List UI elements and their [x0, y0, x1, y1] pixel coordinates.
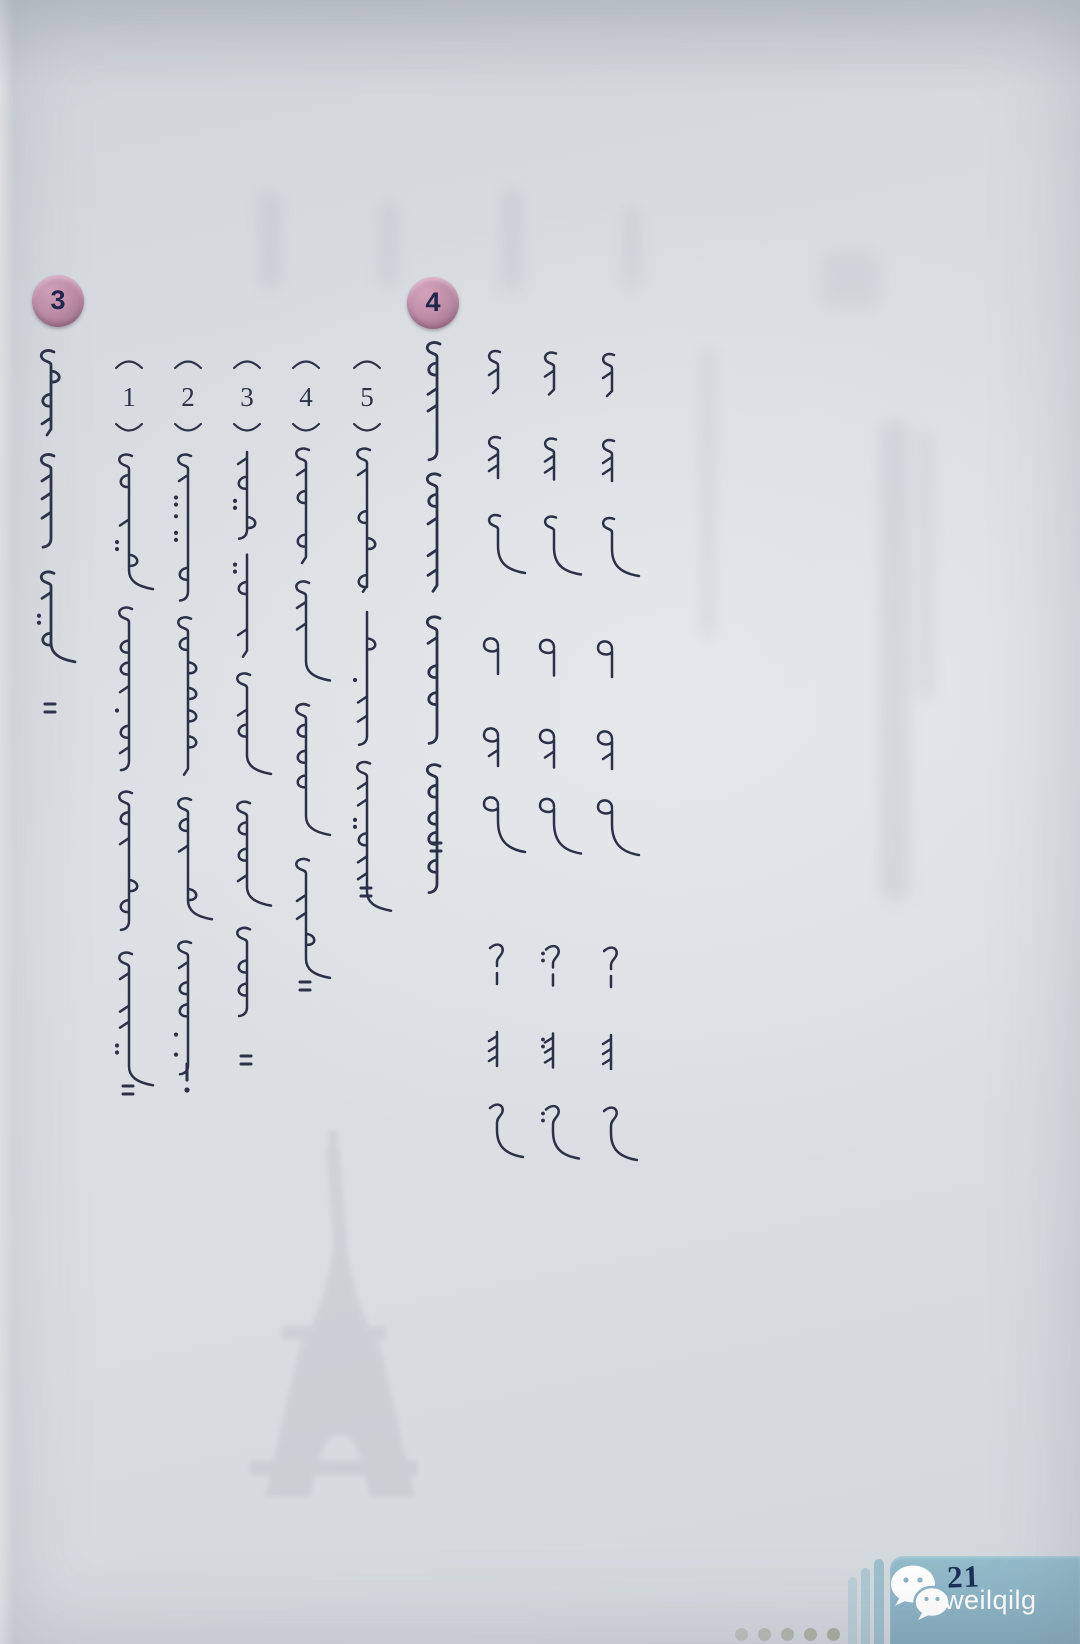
grid-letter-r8-c2	[545, 1034, 553, 1068]
grid-letter-r5-c3	[598, 731, 612, 769]
script-dot	[115, 708, 119, 712]
grid-letter-r5-c2	[540, 730, 554, 768]
footer-dot	[781, 1628, 794, 1641]
script-dot	[233, 570, 237, 574]
script-column-item-1	[119, 455, 153, 1086]
grid-letter-r8-c1	[489, 1032, 497, 1066]
item-header-2	[168, 352, 208, 440]
item-header-5	[347, 352, 387, 440]
grid-letter-r5-c1	[484, 728, 498, 766]
corner-stripe	[848, 1577, 857, 1644]
footer-dot	[827, 1628, 840, 1641]
mongolian-full-stop	[45, 704, 55, 712]
grid-letter-r6-c2	[540, 799, 581, 854]
script-dot	[115, 1050, 119, 1054]
corner-stripe	[874, 1559, 884, 1644]
vertical-paren-open	[293, 362, 319, 369]
script-dot	[115, 540, 119, 544]
script-column-item-3	[237, 452, 271, 1016]
exercise-badge-4-number: 4	[425, 286, 441, 317]
vertical-paren-close	[175, 424, 201, 431]
grid-letter-r6-c3	[598, 800, 639, 855]
script-dot	[174, 1052, 178, 1056]
vertical-paren-close	[234, 424, 260, 431]
grid-letter-r1-c2	[545, 353, 556, 395]
script-dot	[115, 547, 119, 551]
item-number: 2	[181, 382, 195, 412]
script-dot	[115, 1043, 119, 1047]
grid-letter-r3-c1	[489, 515, 525, 573]
script-dot	[233, 563, 237, 567]
grid-letter-r3-c2	[545, 517, 581, 575]
script-dot	[353, 678, 357, 682]
item-number: 3	[240, 382, 254, 412]
grid-letter-r9-c1	[490, 1105, 523, 1157]
vertical-paren-open	[175, 362, 201, 369]
vertical-paren-close	[354, 424, 380, 431]
grid-letter-r4-c3	[598, 641, 612, 677]
item-header-3	[227, 352, 267, 440]
grid-letter-r3-c3	[603, 518, 639, 576]
script-dot	[233, 506, 237, 510]
vertical-paren-open	[234, 362, 260, 369]
script-column-item-5	[357, 449, 391, 911]
item-number: 5	[360, 382, 374, 412]
script-dot	[174, 514, 178, 518]
grid-letter-r6-c1	[484, 797, 525, 852]
grid-letter-r7-c2	[546, 946, 559, 985]
item-header-1	[109, 352, 149, 440]
script-dot	[174, 495, 178, 499]
grid-letter-r7-c3	[604, 948, 617, 987]
grid-letter-r4-c1	[484, 638, 498, 674]
mongolian-full-stop	[123, 1086, 133, 1094]
script-column-instruction-4	[427, 343, 440, 893]
script-dot	[174, 538, 178, 542]
exercise-badge-3-number: 3	[50, 284, 66, 315]
vertical-paren-close	[116, 424, 142, 431]
page-number: 21	[946, 1558, 981, 1595]
grid-letter-r1-c3	[603, 354, 614, 396]
item-number: 4	[299, 382, 313, 412]
footer-dot	[804, 1628, 817, 1641]
grid-letter-r2-c3	[603, 440, 614, 481]
footer-dot	[735, 1628, 748, 1641]
script-dot	[541, 1119, 545, 1123]
mongolian-full-stop	[241, 1056, 251, 1064]
grid-letter-r2-c1	[489, 437, 500, 478]
grid-letter-r1-c1	[489, 351, 500, 393]
grid-letter-r2-c2	[545, 439, 556, 480]
corner-stripe	[861, 1568, 870, 1644]
script-dot	[541, 952, 545, 956]
script-dot	[233, 499, 237, 503]
vertical-paren-open	[116, 362, 142, 369]
item-number: 1	[122, 382, 136, 412]
item-header-4	[286, 352, 326, 440]
grid-letter-r7-c1	[490, 945, 503, 984]
script-dot	[541, 1112, 545, 1116]
script-dot	[353, 818, 357, 822]
wechat-icon	[888, 1563, 950, 1621]
script-dot	[37, 621, 41, 625]
script-column-item-4	[296, 449, 330, 978]
script-dot	[353, 825, 357, 829]
grid-letter-r9-c3	[604, 1108, 637, 1160]
grid-letter-r4-c2	[540, 640, 554, 676]
script-column-item-2	[178, 455, 212, 1075]
mongolian-full-stop	[300, 982, 310, 990]
grid-letter-r9-c2	[546, 1106, 579, 1158]
brand-name: weilqilg	[944, 1585, 1037, 1615]
script-dot	[541, 959, 545, 963]
script-column-instruction-3	[41, 351, 75, 662]
script-dot	[541, 1038, 545, 1042]
script-dot	[174, 1032, 178, 1036]
footer-dot	[758, 1628, 771, 1641]
grid-letter-r8-c3	[603, 1035, 611, 1069]
vertical-paren-open	[354, 362, 380, 369]
script-dot	[174, 502, 178, 506]
script-dot	[541, 1045, 545, 1049]
vertical-paren-close	[293, 424, 319, 431]
script-dot	[37, 614, 41, 618]
script-dot	[174, 531, 178, 535]
script-dot	[184, 1087, 189, 1092]
